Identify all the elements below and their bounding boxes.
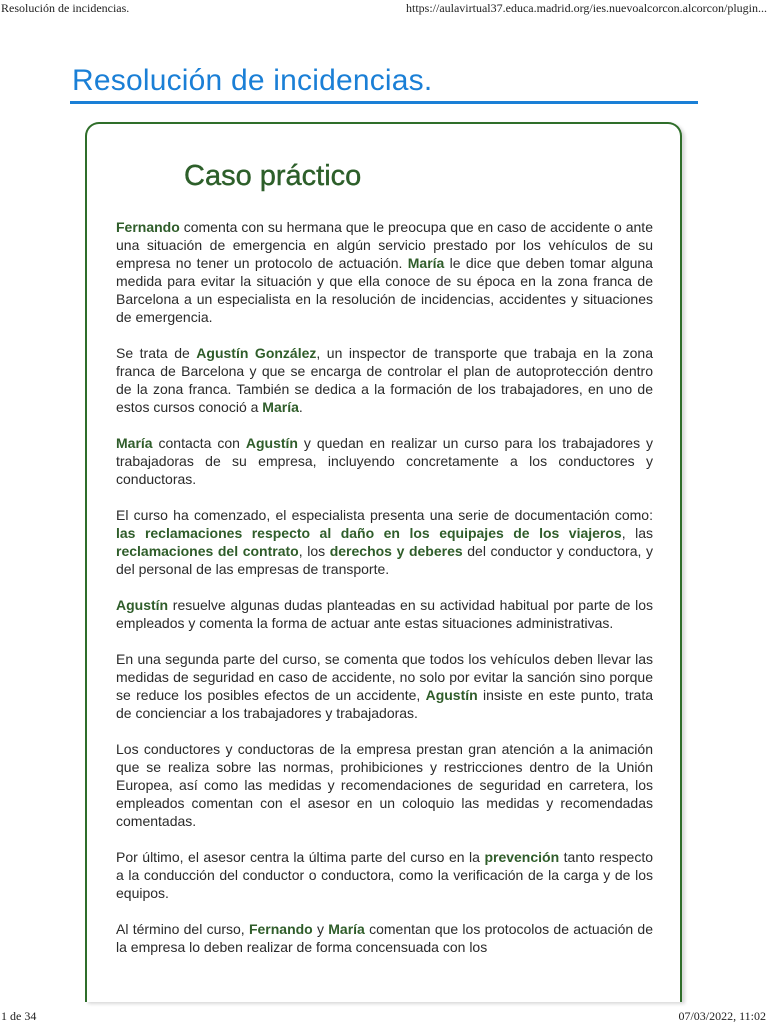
print-footer <box>0 1008 768 1024</box>
highlighted-term: Agustín <box>245 435 298 451</box>
case-study-paragraph <box>116 740 653 830</box>
highlighted-term: reclamaciones del contrato <box>116 543 299 559</box>
print-header <box>0 0 768 18</box>
highlighted-term: las reclamaciones respecto al daño en los equipajes de los viajeros <box>116 525 622 541</box>
paragraph-text: del conductor y conductora, y del personal de las empresas de transporte. <box>116 543 653 577</box>
case-study-paragraph <box>116 218 653 326</box>
highlighted-term: prevención <box>484 849 560 865</box>
highlighted-term: María <box>407 255 445 271</box>
paragraph-text: insiste en este punto, trata de concienciar a los trabajadores y trabajadoras. <box>116 687 653 721</box>
highlighted-term: Fernando <box>116 219 180 235</box>
paragraph-text: y <box>312 921 329 937</box>
print-header-title: Resolución de incidencias. <box>1 1 130 15</box>
paragraph-text: Por último, el asesor centra la última parte del curso en la <box>116 849 485 865</box>
case-study-paragraph <box>116 344 653 416</box>
case-study-heading: Caso práctico <box>184 160 362 192</box>
paragraph-text: . <box>298 399 303 415</box>
paragraph-text: resuelve algunas dudas planteadas en su actividad habitual por parte de los empleados y comenta la forma de actuar ante estas situaciones administrativas. <box>116 597 653 631</box>
highlighted-term: María <box>116 435 153 451</box>
paragraph-text: , un inspector de transporte que trabaja en la zona franca de Barcelona y que se encarga de controlar el plan de autoprotección dentro de la zona franca. También se dedica a la formación de los trabajadores, en uno de estos cursos conoció a <box>116 345 653 415</box>
case-study-paragraph <box>116 650 653 722</box>
paragraph-text: y quedan en realizar un curso para los trabajadores y trabajadoras de su empresa, incluyendo concretamente a los conductores y conductoras. <box>116 435 653 487</box>
paragraph-text: Al término del curso, <box>116 921 249 937</box>
paragraph-text: le dice que deben tomar alguna medida para evitar la situación y que ella conoce de su época en la zona franca de Barcelona a un especialista en la resolución de incidencias, accidentes y situaciones de emergencia. <box>116 255 653 325</box>
case-study-body <box>116 218 653 974</box>
paragraph-text: comentan que los protocolos de actuación de la empresa lo deben realizar de forma concensuada con los <box>116 921 654 955</box>
case-study-box <box>85 122 682 1002</box>
highlighted-term: María <box>328 921 365 937</box>
paragraph-text: Los conductores y conductoras de la empresa prestan gran atención a la animación que se realiza sobre las normas, prohibiciones y restricciones dentro de la Unión Europea, así como las medidas y recomendaciones de seguridad en carretera, los empleados comentan con el asesor en un coloquio las medidas y recomendadas comentadas. <box>116 741 653 829</box>
case-study-paragraph <box>116 506 653 578</box>
paragraph-text: , los <box>298 543 330 559</box>
paragraph-text: comenta con su hermana que le preocupa que en caso de accidente o ante una situación de emergencia en algún servicio prestado por los vehículos de su empresa no tener un protocolo de actuación. <box>116 219 653 271</box>
paragraph-text: , las <box>621 525 653 541</box>
case-study-paragraph <box>116 596 653 632</box>
highlighted-term: Agustín González <box>196 345 317 361</box>
title-underline <box>70 101 698 104</box>
print-timestamp: 07/03/2022, 11:02 <box>678 1009 766 1023</box>
highlighted-term: Fernando <box>248 921 313 937</box>
page-counter: 1 de 34 <box>1 1009 37 1023</box>
case-study-paragraph <box>116 434 653 488</box>
highlighted-term: derechos y deberes <box>329 543 463 559</box>
paragraph-text: Se trata de <box>116 345 197 361</box>
paragraph-text: contacta con <box>152 435 246 451</box>
paragraph-text: tanto respecto a la conducción del conductor o conductora, como la verificación de la carga y de los equipos. <box>116 849 653 901</box>
highlighted-term: Agustín <box>425 687 478 703</box>
case-study-paragraph <box>116 920 653 956</box>
highlighted-term: María <box>262 399 299 415</box>
paragraph-text: En una segunda parte del curso, se comenta que todos los vehículos deben llevar las medidas de seguridad en caso de accidente, no solo por evitar la sanción sino porque se reduce los posibles efectos de un accidente, <box>116 651 653 703</box>
paragraph-text: El curso ha comenzado, el especialista presenta una serie de documentación como: <box>116 507 653 523</box>
print-header-url: https://aulavirtual37.educa.madrid.org/ies.nuevoalcorcon.alcorcon/plugin... <box>405 1 767 15</box>
page-title: Resolución de incidencias. <box>72 64 433 97</box>
case-study-paragraph <box>116 848 653 902</box>
highlighted-term: Agustín <box>116 597 169 613</box>
